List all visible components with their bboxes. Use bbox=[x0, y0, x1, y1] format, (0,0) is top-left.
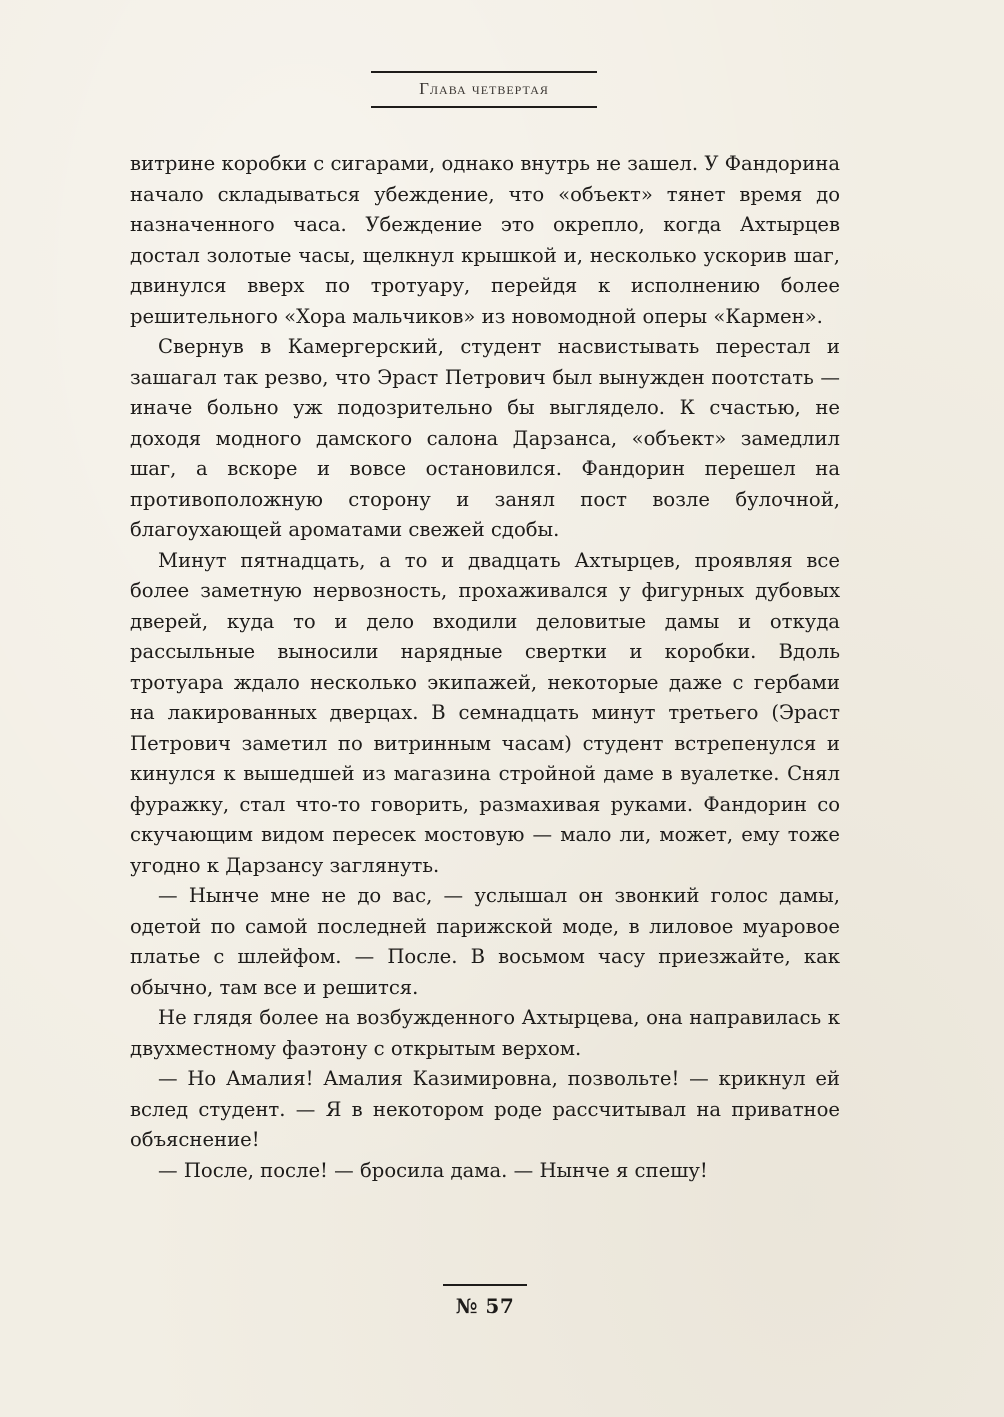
footer-rule bbox=[443, 1284, 527, 1286]
header-bottom-rule bbox=[371, 106, 597, 108]
paragraph: витрине коробки с сигарами, однако внутрь не зашел. У Фандорина начало складываться убеждение, что «объект» тянет время до назначенного часа. Убеждение это окрепло, когда Ахтырцев достал золотые часы, щелкнул крышкой и, несколько ускорив шаг, двинулся вверх по тротуару, перейдя к исполнению более решительного «Хора мальчиков» из новомодной оперы «Кармен». bbox=[130, 152, 840, 328]
page-footer bbox=[443, 1284, 527, 1318]
paragraph: Минут пятнадцать, а то и двадцать Ахтырцев, проявляя все более заметную нервозность, прохаживался у фигурных дубовых дверей, куда то и дело входили деловитые дамы и откуда рассыльные выносили нарядные свертки и коробки. Вдоль тротуара ждало несколько экипажей, некоторые даже с гербами на лакированных дверцах. В семнадцать минут третьего (Эраст Петрович заметил по витринным часам) студент встрепенулся и кинулся к вышедшей из магазина стройной даме в вуалетке. Снял фуражку, стал что-то говорить, размахивая руками. Фандорин со скучающим видом пересек мостовую — мало ли, может, ему тоже угодно к Дарзансу заглянуть. bbox=[130, 548, 840, 877]
chapter-title: Глава четвертая bbox=[419, 79, 549, 98]
paragraph: — Нынче мне не до вас, — услышал он звонкий голос дамы, одетой по самой последней парижской моде, в лиловое муаровое платье с шлейфом. — После. В восьмом часу приезжайте, как обычно, там все и решится. bbox=[130, 884, 840, 999]
running-header bbox=[371, 71, 597, 107]
page-number: № 57 bbox=[455, 1294, 515, 1318]
body-text bbox=[130, 149, 840, 1186]
paragraph: Не глядя более на возбужденного Ахтырцева, она направилась к двухместному фаэтону с открытым верхом. bbox=[130, 1006, 840, 1060]
paragraph: — После, после! — бросила дама. — Нынче я спешу! bbox=[158, 1158, 708, 1182]
header-top-rule bbox=[371, 71, 597, 73]
paragraph: Свернув в Камергерский, студент насвистывать перестал и зашагал так резво, что Эраст Петрович был вынужден поотстать — иначе больно уж подозрительно бы выглядело. К счастью, не доходя модного дамского салона Дарзанса, «объект» замедлил шаг, а вскоре и вовсе остановился. Фандорин перешел на противоположную сторону и занял пост возле булочной, благоухающей ароматами свежей сдобы. bbox=[130, 335, 840, 541]
paragraph: — Но Амалия! Амалия Казимировна, позвольте! — крикнул ей вслед студент. — Я в некотором роде рассчитывал на приватное объяснение! bbox=[130, 1067, 840, 1151]
